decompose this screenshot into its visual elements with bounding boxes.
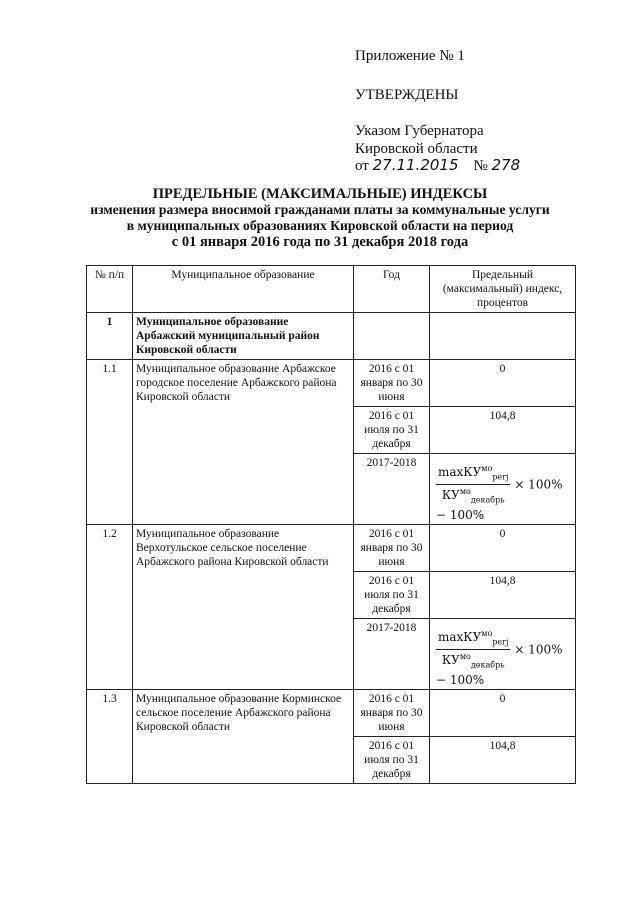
title-line-1: ПРЕДЕЛЬНЫЕ (МАКСИМАЛЬНЫЕ) ИНДЕКСЫ bbox=[152, 186, 488, 202]
row-index-value: 104,8 bbox=[430, 571, 576, 618]
row-index-value: 0 bbox=[430, 524, 576, 571]
row-municipality: Муниципальное образование Арбажское городское поселение Арбажского района Кировской области bbox=[133, 360, 354, 525]
table-row bbox=[87, 524, 576, 571]
date-prefix: от bbox=[355, 158, 369, 174]
row-period: 2016 с 01 июля по 31 декабря bbox=[354, 571, 430, 618]
table-row bbox=[87, 360, 576, 407]
row-municipality: Муниципальное образование Верхотульское сельское поселение Арбажского района Кировской области bbox=[133, 524, 354, 689]
row-index-value: 0 bbox=[430, 689, 576, 736]
appendix-label: Приложение № 1 bbox=[355, 48, 465, 64]
approved-label: УТВЕРЖДЕНЫ bbox=[355, 87, 459, 103]
number-prefix: № bbox=[473, 158, 488, 174]
row-index-value: 104,8 bbox=[430, 407, 576, 454]
decree-number: 278 bbox=[491, 156, 521, 174]
group-index bbox=[430, 313, 576, 360]
row-index-value: 104,8 bbox=[430, 736, 576, 783]
row-period: 2016 с 01 января по 30 июня bbox=[354, 360, 430, 407]
row-period: 2016 с 01 июля по 31 декабря bbox=[354, 407, 430, 454]
row-num: 1.3 bbox=[87, 689, 133, 783]
title-line-2: изменения размера вносимой гражданами платы за коммунальные услуги bbox=[90, 202, 550, 217]
indices-table bbox=[86, 265, 576, 784]
header-year: Год bbox=[354, 266, 430, 313]
header-num: № п/п bbox=[87, 266, 133, 313]
title-line-4: с 01 января 2016 года по 31 декабря 2018 года bbox=[171, 234, 469, 250]
header-municipality: Муниципальное образование bbox=[133, 266, 354, 313]
header-index: Предельный (максимальный) индекс, процентов bbox=[430, 266, 576, 313]
decree-line-1: Указом Губернатора bbox=[355, 123, 484, 139]
title-line-3: в муниципальных образованиях Кировской области на период bbox=[126, 218, 514, 233]
table-row bbox=[87, 689, 576, 736]
group-year bbox=[354, 313, 430, 360]
row-num: 1.2 bbox=[87, 524, 133, 689]
decree-date: 27.11.2015 bbox=[372, 156, 459, 174]
index-formula: $\frac{\max КУ^{мо}_{perj}}{КУ^{мо}_{декабрь}}$ × 100% − 100% bbox=[430, 454, 576, 525]
row-period: 2017-2018 bbox=[354, 618, 430, 689]
group-row bbox=[87, 313, 576, 360]
group-num: 1 bbox=[87, 313, 133, 360]
index-formula: $\frac{\max КУ^{мо}_{perj}}{КУ^{мо}_{декабрь}}$ × 100% − 100% bbox=[430, 618, 576, 689]
document-title bbox=[60, 186, 580, 250]
table-header-row bbox=[87, 266, 576, 313]
row-period: 2017-2018 bbox=[354, 454, 430, 525]
row-municipality: Муниципальное образование Корминское сельское поселение Арбажского района Кировской области bbox=[133, 689, 354, 783]
group-name: Муниципальное образование Арбажский муниципальный район Кировской области bbox=[133, 313, 354, 360]
row-period: 2016 с 01 января по 30 июня bbox=[354, 524, 430, 571]
row-period: 2016 с 01 января по 30 июня bbox=[354, 689, 430, 736]
row-period: 2016 с 01 июля по 31 декабря bbox=[354, 736, 430, 783]
decree-date-line bbox=[355, 156, 520, 175]
decree-line-2: Кировской области bbox=[355, 141, 478, 157]
row-index-value: 0 bbox=[430, 360, 576, 407]
formula-fraction: $\frac{\max КУ^{мо}_{perj}}{КУ^{мо}_{декабрь}}$ bbox=[438, 628, 509, 670]
formula-fraction: $\frac{\max КУ^{мо}_{perj}}{КУ^{мо}_{декабрь}}$ bbox=[438, 464, 509, 505]
row-num: 1.1 bbox=[87, 360, 133, 525]
